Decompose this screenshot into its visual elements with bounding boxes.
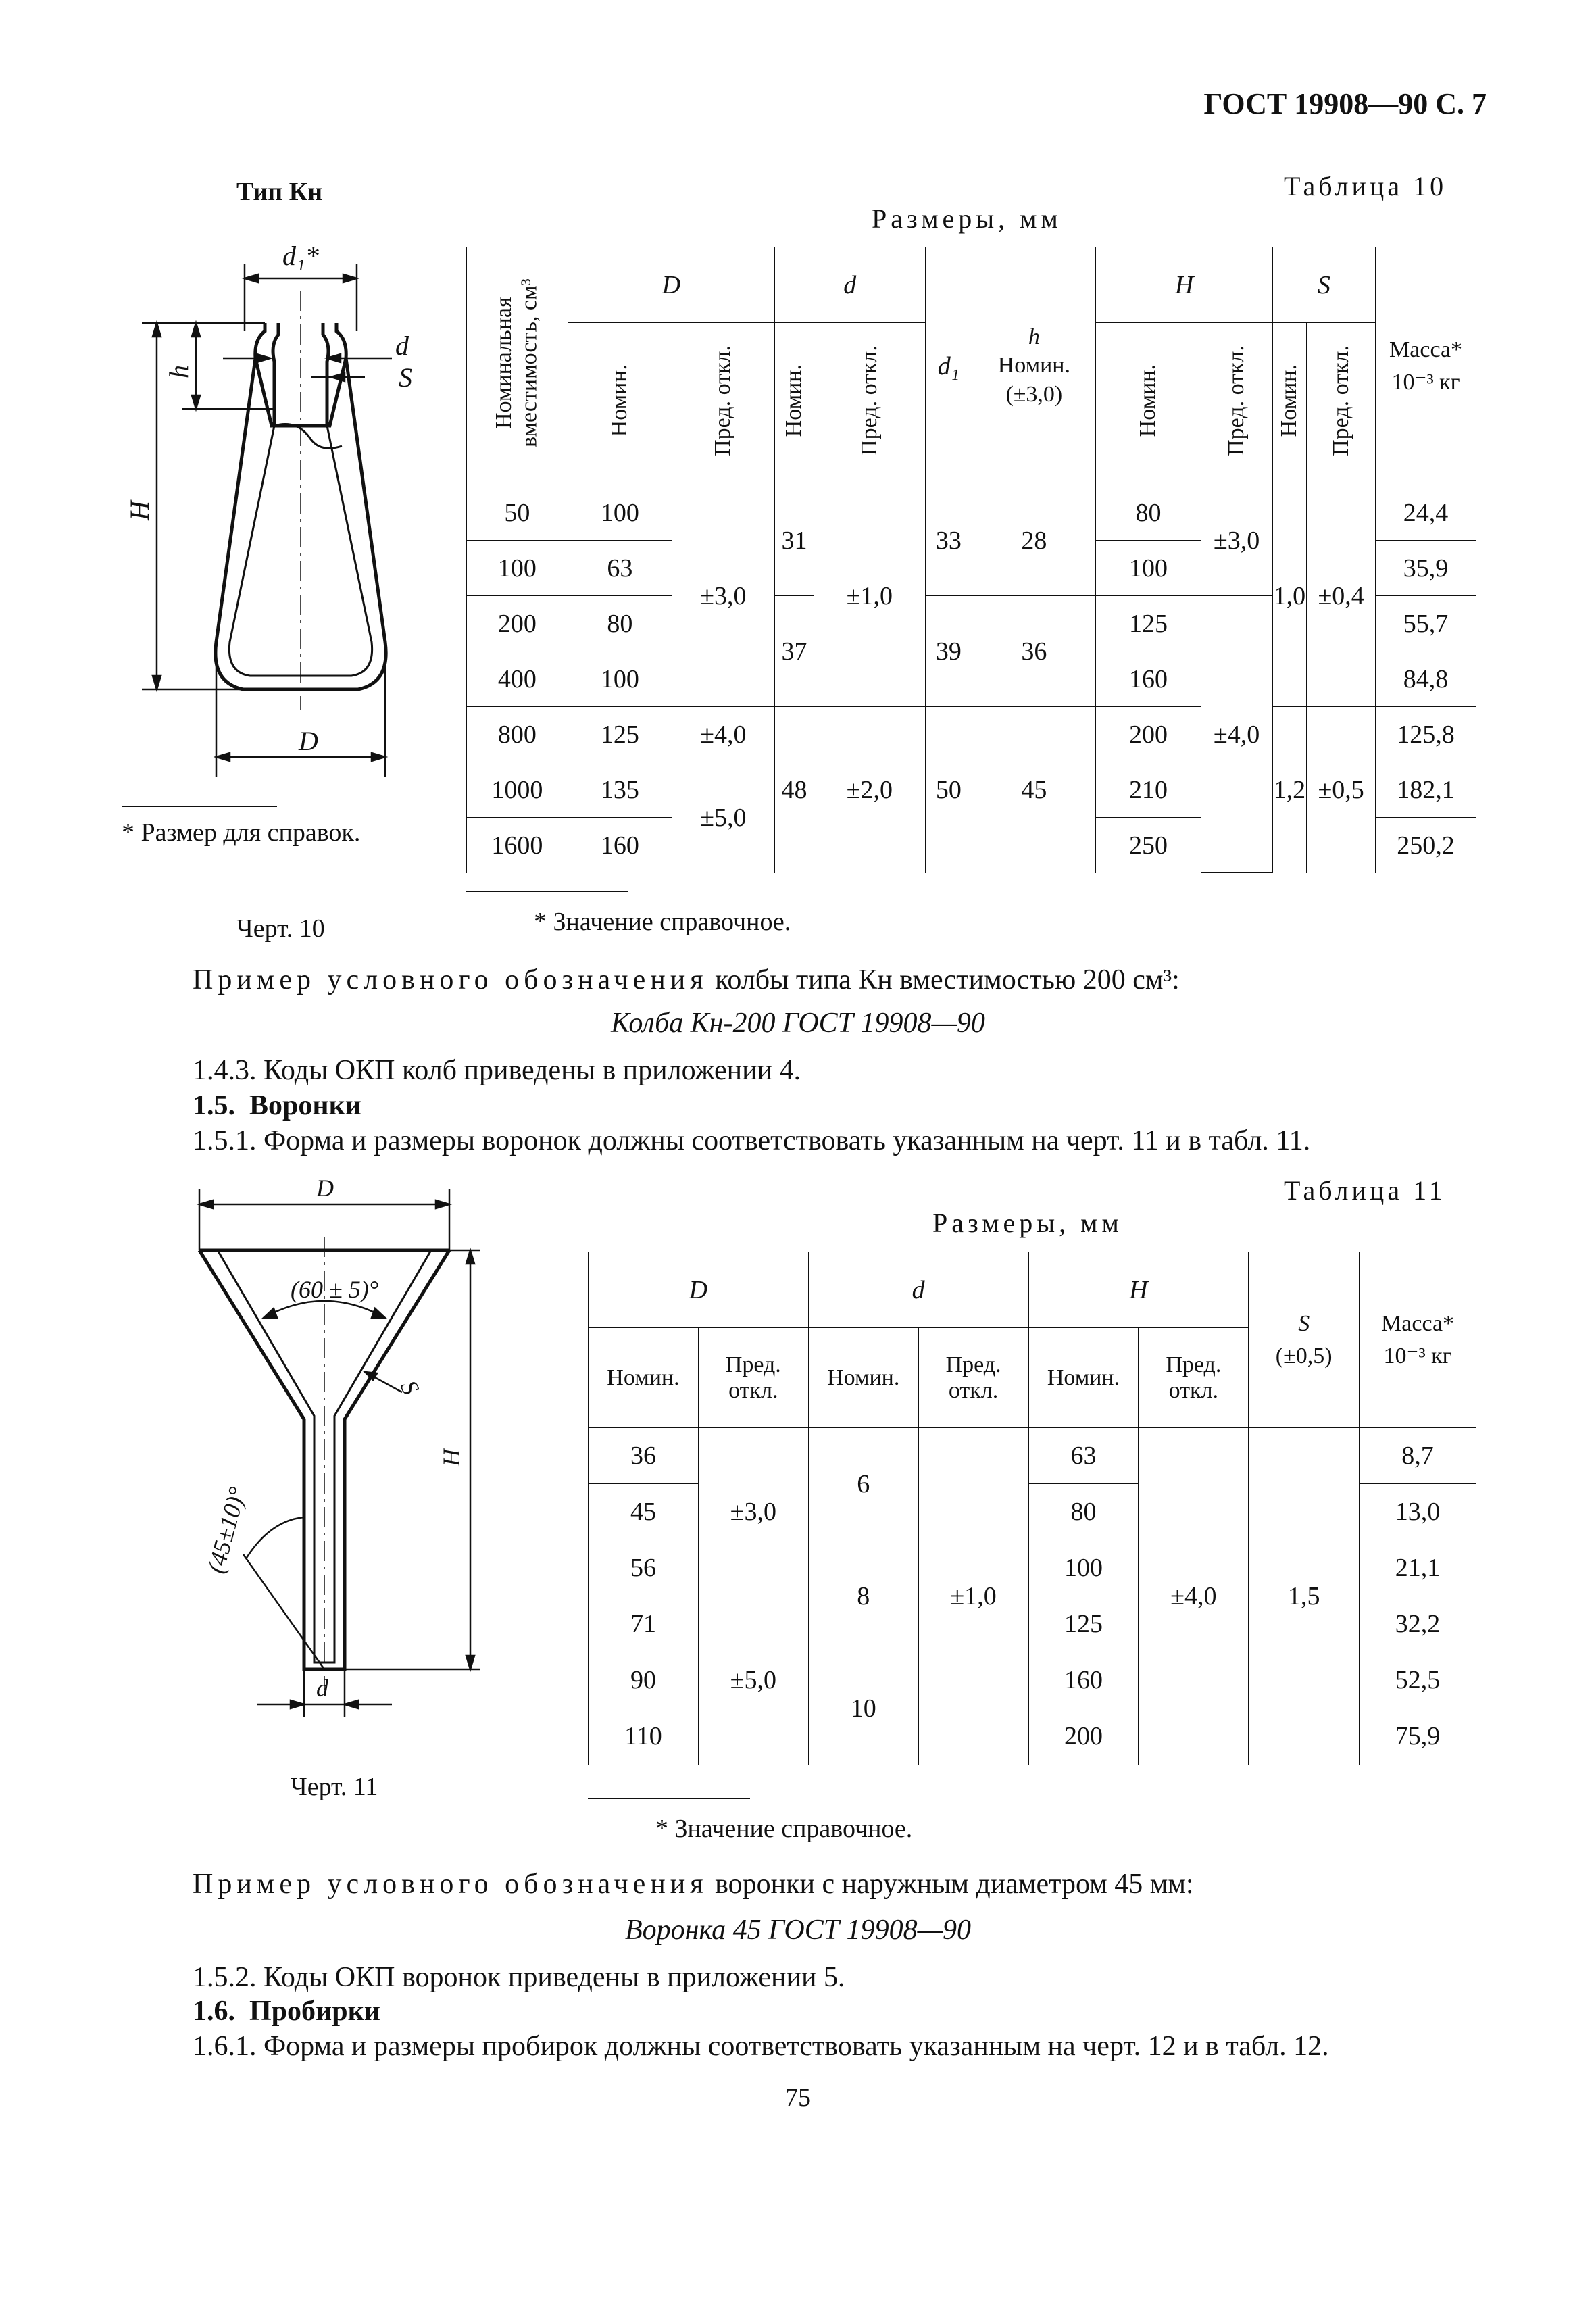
D-nom-header: Номин. [607,364,632,437]
d-nom-header: Номин. [808,1328,918,1428]
table-cell: 125,8 [1376,707,1476,762]
table-cell: 8,7 [1360,1428,1476,1484]
table-cell: ±3,0 [1201,485,1272,596]
table-cell: 50 [467,485,568,541]
mass-header: Масса* [1389,337,1463,362]
table-cell: 160 [568,818,672,873]
table-cell: ±3,0 [698,1428,808,1596]
h-label: h [164,365,194,378]
table11 [588,1252,1476,1765]
table-cell: 31 [774,485,814,596]
table-cell: 63 [1028,1428,1139,1484]
table-cell: 10 [808,1652,918,1765]
table-cell: 36 [589,1428,699,1484]
table-cell: ±1,0 [918,1428,1028,1765]
table-cell: 80 [568,596,672,651]
table-cell: 100 [568,651,672,707]
table10-footnote: * Значение справочное. [534,908,791,936]
table-cell: ±3,0 [672,485,774,707]
table-cell: 200 [467,596,568,651]
angle2-label: (45±10)° [202,1484,251,1577]
h-tol-header: (±3,0) [1005,381,1063,407]
example2-designation: Воронка 45 ГОСТ 19908—90 [625,1915,971,1946]
table-cell: 24,4 [1376,485,1476,541]
table-cell: 90 [589,1652,699,1708]
type-label: Тип Кн [236,178,323,206]
table-cell: 35,9 [1376,541,1476,596]
H-tol-header: Пред. откл. [1139,1328,1249,1428]
table-cell: ±1,0 [814,485,925,707]
table-cell: 80 [1028,1484,1139,1540]
heading-1-5 [193,1088,361,1124]
table-cell: 210 [1096,762,1201,818]
table-cell: 8 [808,1540,918,1652]
table-cell: 50 [925,707,972,873]
table-cell: 45 [972,707,1096,873]
table-cell: 1000 [467,762,568,818]
table-cell: 48 [774,707,814,873]
footnote-rule-table11 [588,1798,750,1799]
table-cell: ±0,5 [1307,707,1376,873]
table-cell: 1,2 [1272,707,1306,873]
table-cell: 1,0 [1272,485,1306,707]
paragraph-1-5-2: 1.5.2. Коды ОКП воронок приведены в приложении 5. [193,1962,845,1993]
table10-caption: Размеры, мм [872,203,1062,234]
table-cell: 250,2 [1376,818,1476,873]
example1-lead: Пример условного обозначения [193,964,708,995]
H-nom-header: Номин. [1135,364,1161,437]
table-cell: ±5,0 [672,762,774,873]
table-cell: 100 [1096,541,1201,596]
H-nom-header: Номин. [1028,1328,1139,1428]
page-header: ГОСТ 19908—90 С. 7 [1203,87,1487,120]
example2-rest: воронки с наружным диаметром 45 мм: [707,1869,1194,1900]
S-nom-header: Номин. [1276,364,1302,437]
table-cell: 160 [1096,651,1201,707]
D-label: D [316,1176,334,1202]
footnote-rule-table10 [466,891,628,892]
S-header: S [1272,247,1375,323]
table-cell: 13,0 [1360,1484,1476,1540]
table-cell: 84,8 [1376,651,1476,707]
table-cell: ±4,0 [1201,596,1272,873]
footnote-left: * Размер для справок. [122,818,361,847]
d-nom-header: Номин. [781,364,807,437]
table-cell: 250 [1096,818,1201,873]
table-cell: 63 [568,541,672,596]
table11-caption: Размеры, мм [932,1208,1123,1238]
mass-unit-header: 10⁻³ кг [1383,1343,1452,1369]
page-number: 75 [785,2084,811,2112]
figure-caption-11: Черт. 11 [291,1773,378,1801]
table-cell: 36 [972,596,1096,707]
table-cell: 55,7 [1376,596,1476,651]
table-cell: 56 [589,1540,699,1596]
d-tol-header: Пред. откл. [918,1328,1028,1428]
D-tol-header: Пред. откл. [710,345,736,456]
table-cell: 52,5 [1360,1652,1476,1708]
table-cell: ±4,0 [1139,1428,1249,1765]
example1-line [193,962,1180,998]
table-cell: 100 [467,541,568,596]
table-cell: 182,1 [1376,762,1476,818]
example2-lead: Пример условного обозначения [193,1869,708,1900]
table-cell: 110 [589,1708,699,1765]
D-header: D [568,247,774,323]
D-header: D [589,1252,809,1328]
table-cell: 125 [1028,1596,1139,1652]
table-cell: ±4,0 [672,707,774,762]
table-cell: 135 [568,762,672,818]
H-label: H [124,501,155,520]
d-header: d [774,247,925,323]
figure-caption-10: Черт. 10 [236,914,325,943]
table-cell: 33 [925,485,972,596]
table-cell: 800 [467,707,568,762]
d-tol-header: Пред. откл. [856,345,882,456]
table-cell: 100 [1028,1540,1139,1596]
S-header: S [1298,1310,1310,1336]
table-cell: 100 [568,485,672,541]
table-cell: 125 [568,707,672,762]
table-cell: 400 [467,651,568,707]
heading-1-5-number: 1.5. [193,1090,235,1121]
paragraph-1-6-1: 1.6.1. Форма и размеры пробирок должны соответствовать указанным на черт. 12 и в табл. 12. [193,2031,1329,2062]
capacity-header: Номинальная вместимость, см³ [491,278,542,447]
funnel-drawing [162,1176,514,1757]
angle-label: (60 ± 5)° [291,1276,379,1303]
table11-number: Таблица 11 [1284,1175,1446,1206]
H-tol-header: Пред. откл. [1224,345,1249,456]
table-cell: ±2,0 [814,707,925,873]
D-nom-header: Номин. [589,1328,699,1428]
table-cell: 160 [1028,1652,1139,1708]
table10 [466,247,1476,873]
h-nom-header: Номин. [997,353,1070,378]
d-header: d [808,1252,1028,1328]
table-cell: 125 [1096,596,1201,651]
table-cell: 32,2 [1360,1596,1476,1652]
table-cell: ±5,0 [698,1596,808,1765]
mass-header: Масса* [1381,1310,1455,1336]
flask-drawing [115,223,466,791]
H-header: H [1096,247,1272,323]
heading-1-6-title: Пробирки [249,1996,380,2027]
table-cell: 45 [589,1484,699,1540]
heading-1-5-title: Воронки [249,1090,361,1121]
table-cell: 1600 [467,818,568,873]
table-cell: 28 [972,485,1096,596]
h-header: h [1028,324,1040,349]
footnote-rule-left [122,806,277,807]
paragraph-1-5-1: 1.5.1. Форма и размеры воронок должны соответствовать указанным на черт. 11 и в табл. 11. [193,1125,1311,1156]
D-label: D [299,726,318,756]
S-label: S [395,1376,425,1399]
S-tol-header: Пред. откл. [1328,345,1353,456]
heading-1-6 [193,1994,380,2029]
H-header: H [1028,1252,1249,1328]
d1-label: d₁* [282,241,319,271]
D-tol-header: Пред. откл. [698,1328,808,1428]
example1-rest: колбы типа Кн вместимостью 200 см³: [707,964,1180,995]
table-cell: 200 [1096,707,1201,762]
table-cell: ±0,4 [1307,485,1376,707]
table-cell: 1,5 [1249,1428,1360,1765]
heading-1-6-number: 1.6. [193,1996,235,2027]
H-label: H [438,1449,465,1467]
table10-number: Таблица 10 [1284,171,1447,201]
table11-footnote: * Значение справочное. [655,1815,913,1843]
mass-unit-header: 10⁻³ кг [1391,369,1460,395]
table-cell: 6 [808,1428,918,1540]
table-cell: 39 [925,596,972,707]
S-tol-header: (±0,5) [1275,1343,1332,1369]
table-cell: 37 [774,596,814,707]
d-label: d [395,330,409,361]
d-label: d [316,1675,328,1702]
s-label: S [399,362,412,393]
paragraph-1-4-3: 1.4.3. Коды ОКП колб приведены в приложении 4. [193,1055,801,1086]
d1-header: d₁ [925,247,972,485]
table-cell: 200 [1028,1708,1139,1765]
table-cell: 75,9 [1360,1708,1476,1765]
example2-line [193,1867,1194,1902]
table-cell: 21,1 [1360,1540,1476,1596]
example1-designation: Колба Кн-200 ГОСТ 19908—90 [611,1008,985,1039]
table-cell: 80 [1096,485,1201,541]
table-cell: 71 [589,1596,699,1652]
